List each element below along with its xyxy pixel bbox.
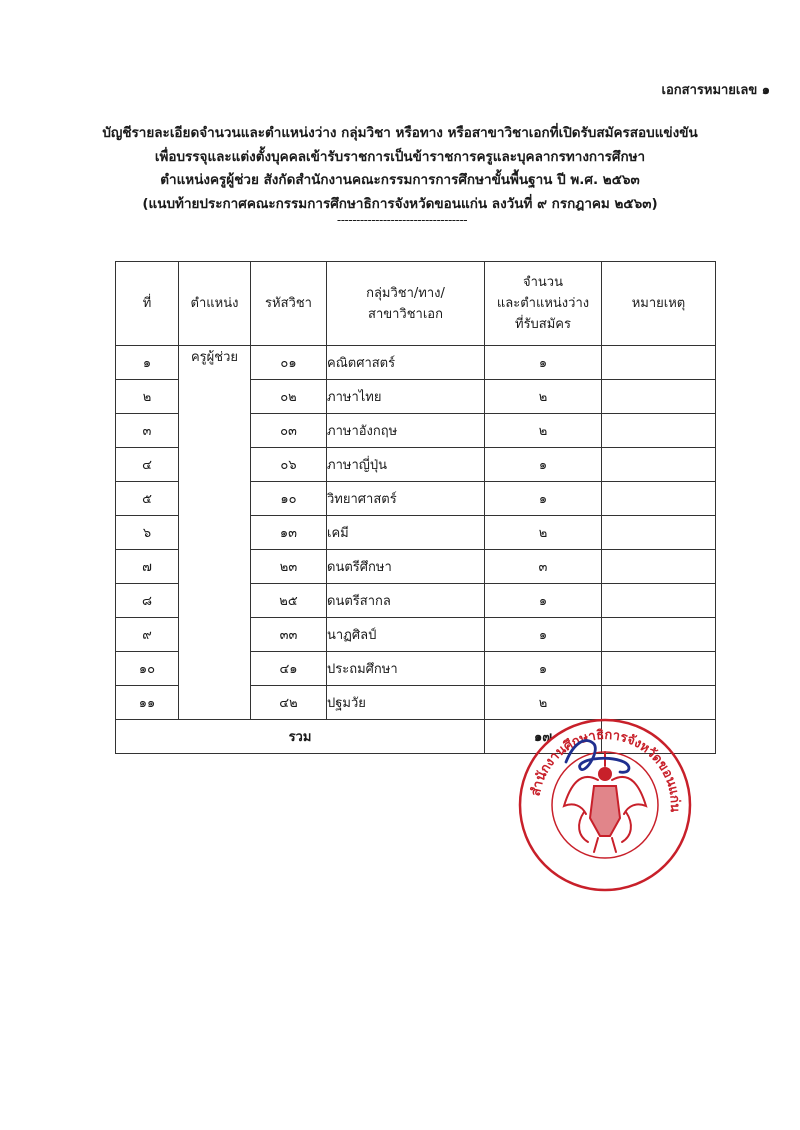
header-code: รหัสวิชา (251, 262, 327, 346)
header-count-line: และตำแหน่งว่าง (496, 296, 590, 311)
header-count (485, 262, 602, 346)
signature-mark (566, 741, 629, 773)
subject-name: วิทยาศาสตร์ (327, 482, 485, 516)
header-count-line: จำนวน (523, 275, 563, 290)
document-number: เอกสารหมายเลข ๑ (661, 83, 770, 98)
row-number: ๖ (116, 516, 179, 550)
vacancy-count: ๑ (485, 618, 602, 652)
subject-code: ๔๑ (251, 652, 327, 686)
vacancy-count: ๒ (485, 380, 602, 414)
vacancy-table (115, 261, 716, 754)
row-number: ๔ (116, 448, 179, 482)
table-row (116, 346, 716, 380)
vacancy-count: ๓ (485, 550, 602, 584)
title-separator: ---------------------------------- (336, 213, 468, 227)
subject-name: ประถมศึกษา (327, 652, 485, 686)
seal-text: สำนักงานศึกษาธิการจังหวัดขอนแก่น (528, 727, 683, 813)
subject-name: นาฏศิลป์ (327, 618, 485, 652)
vacancy-count: ๒ (485, 414, 602, 448)
header-subject (327, 262, 485, 346)
remark-cell (602, 516, 716, 550)
subject-name: ดนตรีสากล (327, 584, 485, 618)
header-position: ตำแหน่ง (179, 262, 251, 346)
remark-cell (602, 584, 716, 618)
total-label: รวม (116, 720, 485, 754)
subject-code: ๒๕ (251, 584, 327, 618)
position-cell: ครูผู้ช่วย (179, 346, 251, 720)
total-value: ๑๗ (485, 720, 602, 754)
subject-name: คณิตศาสตร์ (327, 346, 485, 380)
row-number: ๑๐ (116, 652, 179, 686)
subject-code: ๑๐ (251, 482, 327, 516)
subject-name: ภาษาอังกฤษ (327, 414, 485, 448)
header-no: ที่ (116, 262, 179, 346)
subject-code: ๓๓ (251, 618, 327, 652)
header-subject-line: สาขาวิชาเอก (368, 306, 443, 322)
row-number: ๑ (116, 346, 179, 380)
vacancy-count: ๑ (485, 584, 602, 618)
remark-cell (602, 652, 716, 686)
row-number: ๑๑ (116, 686, 179, 720)
subject-name: ปฐมวัย (327, 686, 485, 720)
subject-code: ๐๑ (251, 346, 327, 380)
garuda-emblem-icon (564, 752, 646, 852)
subject-code: ๒๓ (251, 550, 327, 584)
subject-name: ภาษาไทย (327, 380, 485, 414)
official-seal (514, 714, 696, 896)
vacancy-count: ๑ (485, 652, 602, 686)
subject-code: ๑๓ (251, 516, 327, 550)
row-number: ๙ (116, 618, 179, 652)
remark-cell (602, 550, 716, 584)
subject-name: ภาษาญี่ปุ่น (327, 448, 485, 482)
row-number: ๗ (116, 550, 179, 584)
vacancy-count: ๒ (485, 516, 602, 550)
row-number: ๘ (116, 584, 179, 618)
header-remark: หมายเหตุ (602, 262, 716, 346)
vacancy-count: ๒ (485, 686, 602, 720)
vacancy-count: ๑ (485, 346, 602, 380)
subject-code: ๔๒ (251, 686, 327, 720)
document-title (40, 122, 760, 216)
title-line: บัญชีรายละเอียดจำนวนและตำแหน่งว่าง กลุ่มวิชา หรือทาง หรือสาขาวิชาเอกที่เปิดรับสมัครสอบแข่งขัน (102, 125, 698, 141)
header-subject-line: กลุ่มวิชา/ทาง/ (366, 285, 445, 301)
title-line: ตำแหน่งครูผู้ช่วย สังกัดสำนักงานคณะกรรมการการศึกษาขั้นพื้นฐาน ปี พ.ศ. ๒๕๖๓ (160, 172, 640, 188)
remark-cell (602, 346, 716, 380)
header-count-line: ที่รับสมัคร (515, 317, 571, 332)
vacancy-count: ๑ (485, 482, 602, 516)
remark-cell (602, 380, 716, 414)
title-line: เพื่อบรรจุและแต่งตั้งบุคคลเข้ารับราชการเป็นข้าราชการครูและบุคลากรทางการศึกษา (154, 148, 646, 165)
row-number: ๓ (116, 414, 179, 448)
row-number: ๒ (116, 380, 179, 414)
remark-cell (602, 448, 716, 482)
subject-code: ๐๓ (251, 414, 327, 448)
subject-code: ๐๒ (251, 380, 327, 414)
subject-code: ๐๖ (251, 448, 327, 482)
vacancy-count: ๑ (485, 448, 602, 482)
subject-name: เคมี (327, 516, 485, 550)
remark-cell (602, 482, 716, 516)
remark-cell (602, 618, 716, 652)
row-number: ๕ (116, 482, 179, 516)
title-line: (แนบท้ายประกาศคณะกรรมการศึกษาธิการจังหวัดขอนแก่น ลงวันที่ ๙ กรกฎาคม ๒๕๖๓) (142, 195, 658, 212)
remark-cell (602, 414, 716, 448)
subject-name: ดนตรีศึกษา (327, 550, 485, 584)
table-header-row (116, 262, 716, 346)
